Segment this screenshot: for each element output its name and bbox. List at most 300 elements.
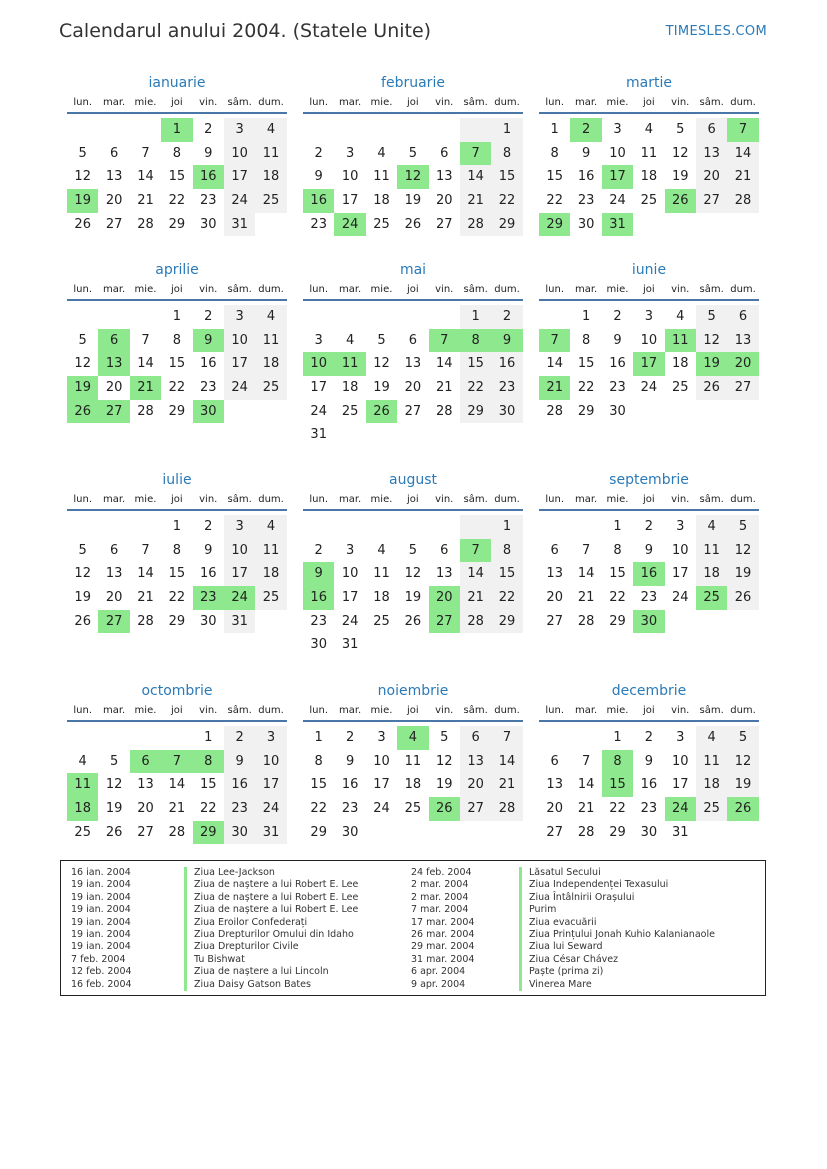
day-cell[interactable]: 26 — [727, 586, 758, 610]
day-cell[interactable]: 3 — [314, 332, 323, 348]
day-cell[interactable]: 23 — [199, 193, 217, 209]
day-cell[interactable]: 28 — [577, 613, 595, 629]
day-cell[interactable]: 23 — [199, 380, 217, 396]
day-cell[interactable]: 23 — [577, 193, 595, 209]
day-cell[interactable]: 7 — [581, 753, 591, 769]
day-cell[interactable]: 18 — [373, 193, 390, 209]
day-cell[interactable]: 5 — [78, 542, 87, 558]
day-cell[interactable]: 30 — [199, 613, 217, 629]
day-cell[interactable]: 11 — [67, 773, 98, 797]
day-cell[interactable]: 7 — [141, 332, 150, 348]
day-cell[interactable]: 5 — [696, 305, 727, 329]
day-cell[interactable]: 21 — [491, 773, 522, 797]
day-cell[interactable]: 12 — [696, 329, 727, 353]
day-cell[interactable]: 24 — [373, 801, 390, 817]
day-cell[interactable]: 11 — [255, 539, 286, 563]
day-cell[interactable]: 11 — [404, 753, 422, 769]
day-cell[interactable]: 16 — [341, 777, 359, 793]
day-cell[interactable]: 6 — [727, 305, 758, 329]
day-cell[interactable]: 17 — [602, 165, 633, 189]
day-cell[interactable]: 3 — [224, 118, 255, 142]
day-cell[interactable]: 5 — [78, 332, 87, 348]
day-cell[interactable]: 17 — [671, 566, 689, 582]
day-cell[interactable]: 13 — [546, 777, 563, 793]
day-cell[interactable]: 13 — [727, 329, 758, 353]
day-cell[interactable]: 25 — [255, 189, 286, 213]
day-cell[interactable]: 31 — [341, 637, 359, 653]
day-cell[interactable]: 4 — [377, 145, 386, 161]
day-cell[interactable]: 26 — [74, 613, 91, 629]
day-cell[interactable]: 8 — [460, 329, 491, 353]
day-cell[interactable]: 24 — [341, 613, 359, 629]
day-cell[interactable]: 11 — [640, 145, 658, 161]
day-cell[interactable]: 5 — [727, 515, 758, 539]
day-cell[interactable]: 2 — [314, 542, 323, 558]
day-cell[interactable]: 18 — [640, 169, 658, 185]
day-cell[interactable]: 3 — [345, 542, 355, 558]
day-cell[interactable]: 16 — [199, 566, 217, 582]
day-cell[interactable]: 4 — [644, 122, 653, 137]
day-cell[interactable]: 17 — [633, 352, 664, 376]
day-cell[interactable]: 20 — [105, 380, 123, 396]
day-cell[interactable]: 27 — [404, 403, 422, 419]
day-cell[interactable]: 28 — [546, 403, 563, 419]
day-cell[interactable]: 11 — [696, 750, 727, 774]
day-cell[interactable]: 19 — [696, 352, 727, 376]
day-cell[interactable]: 23 — [310, 216, 327, 232]
brand-logo[interactable]: TIMESLES.COM — [665, 24, 767, 39]
day-cell[interactable]: 19 — [74, 590, 91, 606]
day-cell[interactable]: 24 — [665, 797, 696, 821]
day-cell[interactable]: 27 — [105, 216, 123, 232]
day-cell[interactable]: 10 — [640, 332, 658, 348]
day-cell[interactable]: 1 — [613, 730, 622, 745]
day-cell[interactable]: 8 — [613, 542, 622, 558]
day-cell[interactable]: 3 — [255, 726, 286, 750]
day-cell[interactable]: 4 — [345, 332, 355, 348]
day-cell[interactable]: 19 — [671, 169, 689, 185]
day-cell[interactable]: 15 — [546, 169, 563, 185]
day-cell[interactable]: 21 — [137, 193, 154, 209]
day-cell[interactable]: 27 — [137, 824, 154, 840]
day-cell[interactable]: 19 — [373, 380, 390, 396]
day-cell[interactable]: 4 — [255, 305, 286, 329]
day-cell[interactable]: 17 — [310, 380, 327, 396]
day-cell[interactable]: 22 — [168, 590, 186, 606]
day-cell[interactable]: 8 — [491, 142, 522, 166]
day-cell[interactable]: 15 — [460, 352, 491, 376]
day-cell[interactable]: 30 — [341, 824, 359, 840]
day-cell[interactable]: 26 — [67, 400, 98, 424]
day-cell[interactable]: 12 — [74, 566, 91, 582]
day-cell[interactable]: 21 — [539, 376, 570, 400]
day-cell[interactable]: 12 — [727, 750, 758, 774]
day-cell[interactable]: 15 — [609, 566, 626, 582]
day-cell[interactable]: 4 — [676, 309, 685, 324]
day-cell[interactable]: 26 — [105, 824, 123, 840]
day-cell[interactable]: 20 — [105, 193, 123, 209]
day-cell[interactable]: 11 — [373, 169, 390, 185]
day-cell[interactable]: 1 — [581, 309, 591, 324]
day-cell[interactable]: 5 — [377, 332, 386, 348]
day-cell[interactable]: 21 — [577, 590, 595, 606]
day-cell[interactable]: 4 — [255, 515, 286, 539]
day-cell[interactable]: 27 — [460, 797, 491, 821]
day-cell[interactable]: 9 — [644, 753, 653, 769]
day-cell[interactable]: 20 — [696, 165, 727, 189]
day-cell[interactable]: 14 — [460, 562, 491, 586]
day-cell[interactable]: 8 — [172, 145, 181, 161]
day-cell[interactable]: 26 — [404, 216, 422, 232]
day-cell[interactable]: 5 — [78, 145, 87, 161]
day-cell[interactable]: 13 — [546, 566, 563, 582]
day-cell[interactable]: 19 — [435, 777, 453, 793]
day-cell[interactable]: 28 — [460, 610, 491, 634]
day-cell[interactable]: 6 — [550, 753, 559, 769]
day-cell[interactable]: 9 — [193, 329, 224, 353]
day-cell[interactable]: 20 — [460, 773, 491, 797]
day-cell[interactable]: 15 — [168, 566, 186, 582]
day-cell[interactable]: 19 — [105, 801, 123, 817]
day-cell[interactable]: 31 — [310, 427, 327, 443]
day-cell[interactable]: 20 — [137, 801, 154, 817]
day-cell[interactable]: 12 — [74, 169, 91, 185]
day-cell[interactable]: 15 — [168, 356, 186, 372]
day-cell[interactable]: 14 — [577, 566, 595, 582]
day-cell[interactable]: 14 — [460, 165, 491, 189]
day-cell[interactable]: 15 — [491, 165, 522, 189]
day-cell[interactable]: 11 — [334, 352, 365, 376]
day-cell[interactable]: 6 — [109, 145, 119, 161]
day-cell[interactable]: 14 — [137, 356, 154, 372]
day-cell[interactable]: 22 — [310, 801, 327, 817]
day-cell[interactable]: 18 — [696, 773, 727, 797]
day-cell[interactable]: 9 — [613, 332, 622, 348]
day-cell[interactable]: 12 — [435, 753, 453, 769]
day-cell[interactable]: 1 — [314, 730, 323, 745]
day-cell[interactable]: 2 — [644, 519, 653, 534]
day-cell[interactable]: 29 — [539, 213, 570, 237]
day-cell[interactable]: 8 — [602, 750, 633, 774]
day-cell[interactable]: 30 — [491, 400, 522, 424]
day-cell[interactable]: 14 — [727, 142, 758, 166]
day-cell[interactable]: 11 — [665, 329, 696, 353]
day-cell[interactable]: 21 — [435, 380, 453, 396]
day-cell[interactable]: 5 — [440, 730, 449, 745]
day-cell[interactable]: 7 — [161, 750, 192, 774]
day-cell[interactable]: 13 — [137, 777, 154, 793]
day-cell[interactable]: 29 — [609, 824, 626, 840]
day-cell[interactable]: 26 — [727, 797, 758, 821]
day-cell[interactable]: 29 — [193, 821, 224, 845]
day-cell[interactable]: 24 — [224, 586, 255, 610]
day-cell[interactable]: 26 — [429, 797, 460, 821]
day-cell[interactable]: 14 — [137, 566, 154, 582]
day-cell[interactable]: 24 — [255, 797, 286, 821]
day-cell[interactable]: 28 — [435, 403, 453, 419]
day-cell[interactable]: 17 — [341, 193, 359, 209]
day-cell[interactable]: 24 — [640, 380, 658, 396]
day-cell[interactable]: 21 — [577, 801, 595, 817]
day-cell[interactable]: 7 — [460, 539, 491, 563]
day-cell[interactable]: 2 — [204, 309, 213, 324]
day-cell[interactable]: 29 — [577, 403, 595, 419]
day-cell[interactable]: 15 — [168, 169, 186, 185]
day-cell[interactable]: 16 — [303, 189, 334, 213]
day-cell[interactable]: 4 — [377, 542, 386, 558]
day-cell[interactable]: 20 — [429, 586, 460, 610]
day-cell[interactable]: 13 — [98, 352, 129, 376]
day-cell[interactable]: 25 — [255, 586, 286, 610]
day-cell[interactable]: 8 — [314, 753, 323, 769]
day-cell[interactable]: 25 — [74, 824, 91, 840]
day-cell[interactable]: 4 — [78, 753, 87, 769]
day-cell[interactable]: 13 — [404, 356, 422, 372]
day-cell[interactable]: 3 — [613, 122, 622, 137]
day-cell[interactable]: 29 — [491, 213, 522, 237]
day-cell[interactable]: 31 — [224, 213, 255, 237]
day-cell[interactable]: 29 — [609, 613, 626, 629]
day-cell[interactable]: 14 — [491, 750, 522, 774]
day-cell[interactable]: 6 — [440, 542, 449, 558]
day-cell[interactable]: 1 — [161, 118, 192, 142]
day-cell[interactable]: 9 — [314, 169, 323, 185]
day-cell[interactable]: 7 — [141, 542, 150, 558]
day-cell[interactable]: 11 — [255, 329, 286, 353]
day-cell[interactable]: 7 — [727, 118, 758, 142]
day-cell[interactable]: 16 — [303, 586, 334, 610]
day-cell[interactable]: 28 — [460, 213, 491, 237]
day-cell[interactable]: 6 — [408, 332, 417, 348]
day-cell[interactable]: 17 — [671, 777, 689, 793]
day-cell[interactable]: 23 — [609, 380, 626, 396]
day-cell[interactable]: 10 — [341, 566, 359, 582]
day-cell[interactable]: 6 — [440, 145, 449, 161]
day-cell[interactable]: 16 — [224, 773, 255, 797]
day-cell[interactable]: 4 — [255, 118, 286, 142]
day-cell[interactable]: 12 — [727, 539, 758, 563]
day-cell[interactable]: 25 — [696, 586, 727, 610]
day-cell[interactable]: 9 — [345, 753, 355, 769]
day-cell[interactable]: 22 — [577, 380, 595, 396]
day-cell[interactable]: 4 — [696, 726, 727, 750]
day-cell[interactable]: 20 — [435, 193, 453, 209]
day-cell[interactable]: 8 — [550, 145, 559, 161]
day-cell[interactable]: 11 — [255, 142, 286, 166]
day-cell[interactable]: 20 — [727, 352, 758, 376]
day-cell[interactable]: 19 — [727, 773, 758, 797]
day-cell[interactable]: 10 — [224, 142, 255, 166]
day-cell[interactable]: 14 — [435, 356, 453, 372]
day-cell[interactable]: 3 — [345, 145, 355, 161]
day-cell[interactable]: 23 — [224, 797, 255, 821]
day-cell[interactable]: 29 — [168, 613, 186, 629]
day-cell[interactable]: 29 — [168, 216, 186, 232]
day-cell[interactable]: 30 — [609, 403, 626, 419]
day-cell[interactable]: 4 — [696, 515, 727, 539]
day-cell[interactable]: 27 — [696, 189, 727, 213]
day-cell[interactable]: 8 — [193, 750, 224, 774]
day-cell[interactable]: 13 — [460, 750, 491, 774]
day-cell[interactable]: 22 — [168, 193, 186, 209]
day-cell[interactable]: 27 — [727, 376, 758, 400]
day-cell[interactable]: 6 — [696, 118, 727, 142]
day-cell[interactable]: 9 — [491, 329, 522, 353]
day-cell[interactable]: 22 — [199, 801, 217, 817]
day-cell[interactable]: 19 — [67, 376, 98, 400]
day-cell[interactable]: 5 — [408, 542, 417, 558]
day-cell[interactable]: 28 — [137, 216, 154, 232]
day-cell[interactable]: 18 — [671, 356, 689, 372]
day-cell[interactable]: 1 — [172, 309, 181, 324]
day-cell[interactable]: 10 — [224, 329, 255, 353]
day-cell[interactable]: 2 — [224, 726, 255, 750]
day-cell[interactable]: 3 — [644, 309, 653, 324]
day-cell[interactable]: 16 — [577, 169, 595, 185]
day-cell[interactable]: 27 — [546, 613, 563, 629]
day-cell[interactable]: 6 — [550, 542, 559, 558]
day-cell[interactable]: 11 — [373, 566, 390, 582]
day-cell[interactable]: 25 — [255, 376, 286, 400]
day-cell[interactable]: 27 — [546, 824, 563, 840]
day-cell[interactable]: 5 — [727, 726, 758, 750]
day-cell[interactable]: 24 — [310, 403, 327, 419]
day-cell[interactable]: 27 — [429, 610, 460, 634]
day-cell[interactable]: 30 — [224, 821, 255, 845]
day-cell[interactable]: 21 — [460, 189, 491, 213]
day-cell[interactable]: 26 — [696, 376, 727, 400]
day-cell[interactable]: 12 — [404, 566, 422, 582]
day-cell[interactable]: 13 — [696, 142, 727, 166]
day-cell[interactable]: 15 — [199, 777, 217, 793]
day-cell[interactable]: 22 — [460, 376, 491, 400]
day-cell[interactable]: 6 — [460, 726, 491, 750]
day-cell[interactable]: 30 — [193, 400, 224, 424]
day-cell[interactable]: 18 — [404, 777, 422, 793]
day-cell[interactable]: 12 — [74, 356, 91, 372]
day-cell[interactable]: 18 — [255, 165, 286, 189]
day-cell[interactable]: 23 — [640, 590, 658, 606]
day-cell[interactable]: 27 — [435, 216, 453, 232]
day-cell[interactable]: 29 — [310, 824, 327, 840]
day-cell[interactable]: 16 — [640, 777, 658, 793]
day-cell[interactable]: 12 — [397, 165, 428, 189]
day-cell[interactable]: 30 — [310, 637, 327, 653]
day-cell[interactable]: 12 — [373, 356, 390, 372]
day-cell[interactable]: 8 — [172, 542, 181, 558]
day-cell[interactable]: 15 — [577, 356, 595, 372]
day-cell[interactable]: 4 — [397, 726, 428, 750]
day-cell[interactable]: 17 — [341, 590, 359, 606]
day-cell[interactable]: 20 — [105, 590, 123, 606]
day-cell[interactable]: 11 — [696, 539, 727, 563]
day-cell[interactable]: 26 — [665, 189, 696, 213]
day-cell[interactable]: 9 — [204, 145, 213, 161]
day-cell[interactable]: 8 — [172, 332, 181, 348]
day-cell[interactable]: 31 — [255, 821, 286, 845]
day-cell[interactable]: 20 — [546, 590, 563, 606]
day-cell[interactable]: 9 — [204, 542, 213, 558]
day-cell[interactable]: 6 — [109, 542, 119, 558]
day-cell[interactable]: 30 — [199, 216, 217, 232]
day-cell[interactable]: 13 — [105, 566, 123, 582]
day-cell[interactable]: 23 — [640, 801, 658, 817]
day-cell[interactable]: 5 — [408, 145, 417, 161]
day-cell[interactable]: 25 — [640, 193, 658, 209]
day-cell[interactable]: 18 — [341, 380, 359, 396]
day-cell[interactable]: 7 — [141, 145, 150, 161]
day-cell[interactable]: 22 — [609, 590, 626, 606]
day-cell[interactable]: 21 — [137, 590, 154, 606]
day-cell[interactable]: 21 — [168, 801, 186, 817]
day-cell[interactable]: 10 — [609, 145, 626, 161]
day-cell[interactable]: 2 — [314, 145, 323, 161]
day-cell[interactable]: 1 — [491, 515, 522, 539]
day-cell[interactable]: 17 — [224, 165, 255, 189]
day-cell[interactable]: 5 — [676, 122, 685, 137]
day-cell[interactable]: 1 — [613, 519, 622, 534]
day-cell[interactable]: 19 — [727, 562, 758, 586]
day-cell[interactable]: 26 — [366, 400, 397, 424]
day-cell[interactable]: 7 — [581, 542, 591, 558]
day-cell[interactable]: 9 — [581, 145, 591, 161]
day-cell[interactable]: 31 — [602, 213, 633, 237]
day-cell[interactable]: 31 — [671, 824, 689, 840]
day-cell[interactable]: 3 — [676, 519, 685, 534]
day-cell[interactable]: 20 — [404, 380, 422, 396]
day-cell[interactable]: 17 — [255, 773, 286, 797]
day-cell[interactable]: 22 — [546, 193, 563, 209]
day-cell[interactable]: 1 — [550, 122, 559, 137]
day-cell[interactable]: 25 — [696, 797, 727, 821]
day-cell[interactable]: 16 — [491, 352, 522, 376]
day-cell[interactable]: 6 — [130, 750, 161, 774]
day-cell[interactable]: 19 — [404, 193, 422, 209]
day-cell[interactable]: 14 — [546, 356, 563, 372]
day-cell[interactable]: 26 — [404, 613, 422, 629]
day-cell[interactable]: 25 — [341, 403, 359, 419]
day-cell[interactable]: 2 — [345, 730, 355, 745]
day-cell[interactable]: 23 — [341, 801, 359, 817]
day-cell[interactable]: 23 — [491, 376, 522, 400]
day-cell[interactable]: 20 — [546, 801, 563, 817]
day-cell[interactable]: 19 — [67, 189, 98, 213]
day-cell[interactable]: 14 — [137, 169, 154, 185]
day-cell[interactable]: 30 — [640, 824, 658, 840]
day-cell[interactable]: 31 — [224, 610, 255, 634]
day-cell[interactable]: 7 — [429, 329, 460, 353]
day-cell[interactable]: 15 — [310, 777, 327, 793]
day-cell[interactable]: 13 — [435, 169, 453, 185]
day-cell[interactable]: 7 — [491, 726, 522, 750]
day-cell[interactable]: 24 — [224, 376, 255, 400]
day-cell[interactable]: 15 — [491, 562, 522, 586]
day-cell[interactable]: 2 — [491, 305, 522, 329]
day-cell[interactable]: 28 — [491, 797, 522, 821]
day-cell[interactable]: 23 — [310, 613, 327, 629]
day-cell[interactable]: 2 — [613, 309, 622, 324]
day-cell[interactable]: 25 — [671, 380, 689, 396]
day-cell[interactable]: 24 — [224, 189, 255, 213]
day-cell[interactable]: 1 — [204, 730, 213, 745]
day-cell[interactable]: 22 — [609, 801, 626, 817]
day-cell[interactable]: 10 — [303, 352, 334, 376]
day-cell[interactable]: 18 — [373, 590, 390, 606]
day-cell[interactable]: 21 — [130, 376, 161, 400]
day-cell[interactable]: 2 — [204, 519, 213, 534]
day-cell[interactable]: 1 — [460, 305, 491, 329]
day-cell[interactable]: 12 — [671, 145, 689, 161]
